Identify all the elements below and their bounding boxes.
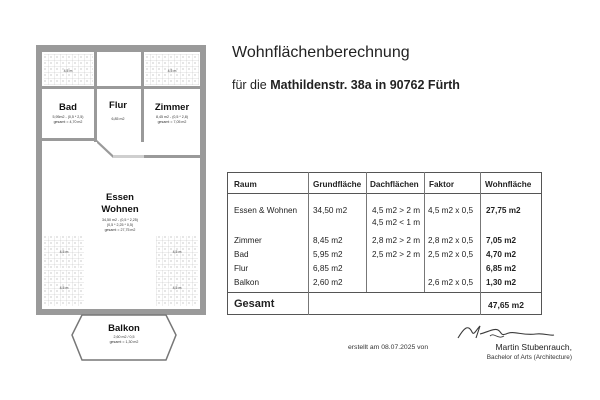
- table-row-wohn: 7,05 m2: [486, 236, 517, 245]
- slope-tag: 4,5 m: [63, 69, 73, 73]
- table-row-grund: 2,60 m2: [313, 278, 343, 287]
- slope-tag: 4,5 m: [59, 250, 69, 254]
- table-row-grund: 8,45 m2: [313, 236, 343, 245]
- slope-tag: 4,5 m: [172, 250, 182, 254]
- table-row-grund: 6,85 m2: [313, 264, 343, 273]
- svg-text:8,45 m2 - (0,5 * 2,8): 8,45 m2 - (0,5 * 2,8): [156, 115, 188, 119]
- table-row-wohn: 1,30 m2: [486, 278, 517, 287]
- table-row-dach: 2,5 m2 > 2 m: [372, 250, 421, 259]
- svg-text:34,50 m2 - (0,5 * 2,25): 34,50 m2 - (0,5 * 2,25): [102, 218, 138, 222]
- slope-tag: 4,5 m: [172, 286, 182, 290]
- header-faktor: Faktor: [429, 180, 455, 189]
- total-label: Gesamt: [234, 298, 275, 310]
- subtitle-prefix: für die: [232, 78, 271, 92]
- document-title: Wohnflächenberechnung: [232, 44, 410, 61]
- table-row-grund: 5,95 m2: [313, 250, 343, 259]
- room-label-flur: Flur: [109, 100, 127, 111]
- svg-text:2,60 m2 / 0,5: 2,60 m2 / 0,5: [113, 335, 135, 339]
- svg-text:gesamt = 7,05 m2: gesamt = 7,05 m2: [157, 120, 187, 124]
- total-value: 47,65 m2: [488, 300, 524, 310]
- room-label-zimmer: Zimmer: [154, 102, 190, 113]
- header-wohnflaeche: Wohnfläche: [485, 180, 532, 189]
- svg-text:5,95m2 - (0,5 * 2,5): 5,95m2 - (0,5 * 2,5): [52, 115, 84, 119]
- table-row-raum: Zimmer: [234, 236, 262, 245]
- header-dachflaechen: Dachflächen: [370, 180, 419, 189]
- table-row-raum: Bad: [234, 250, 249, 259]
- table-row-raum: Balkon: [234, 278, 260, 287]
- svg-text:(0,5 * 2,25 * 0,5): (0,5 * 2,25 * 0,5): [106, 223, 134, 227]
- table-row-wohn: 6,85 m2: [486, 264, 517, 273]
- table-row-grund: 34,50 m2: [313, 206, 348, 215]
- table-row-faktor: 2,6 m2 x 0,5: [428, 278, 474, 287]
- slope-tag: 4,5 m: [59, 286, 69, 290]
- svg-text:6,85 m2: 6,85 m2: [111, 117, 125, 121]
- svg-text:gesamt = 4,70 m2: gesamt = 4,70 m2: [53, 120, 83, 124]
- created-note: erstellt am 08.07.2025 von: [348, 344, 429, 351]
- table-row-dach: 4,5 m2 < 1 m: [372, 218, 421, 227]
- room-label-essen: Essen: [106, 192, 134, 203]
- header-raum: Raum: [234, 180, 257, 189]
- slope-tag: 4,5 m: [167, 69, 177, 73]
- table-row-faktor: 2,5 m2 x 0,5: [428, 250, 474, 259]
- svg-text:gesamt = 1,30 m2: gesamt = 1,30 m2: [109, 340, 139, 344]
- table-row-wohn: 4,70 m2: [486, 250, 517, 259]
- signer-name: Martin Stubenrauch,: [495, 342, 572, 352]
- floor-plan-drawing: [0, 0, 220, 400]
- floor-plan: [0, 0, 220, 400]
- table-row-dach: 2,8 m2 > 2 m: [372, 236, 421, 245]
- table-row-raum: Essen & Wohnen: [234, 206, 298, 215]
- table-row-raum: Flur: [234, 264, 249, 273]
- table-row-faktor: 4,5 m2 x 0,5: [428, 206, 474, 215]
- header-grundflaeche: Grundfläche: [313, 180, 362, 189]
- table-row-wohn: 27,75 m2: [486, 206, 521, 215]
- room-label-bad: Bad: [59, 102, 77, 113]
- room-label-wohnen: Wohnen: [101, 204, 139, 215]
- document-subtitle: [232, 78, 460, 92]
- room-label-balkon: Balkon: [108, 323, 140, 334]
- table-row-dach: 4,5 m2 > 2 m: [372, 206, 421, 215]
- signer-title: Bachelor of Arts (Architecture): [486, 354, 572, 361]
- signature-image: [450, 318, 560, 344]
- table-row-faktor: 2,8 m2 x 0,5: [428, 236, 474, 245]
- subtitle-address: Mathildenstr. 38a in 90762 Fürth: [270, 78, 460, 92]
- svg-text:gesamt = 27,75 m2: gesamt = 27,75 m2: [104, 228, 136, 232]
